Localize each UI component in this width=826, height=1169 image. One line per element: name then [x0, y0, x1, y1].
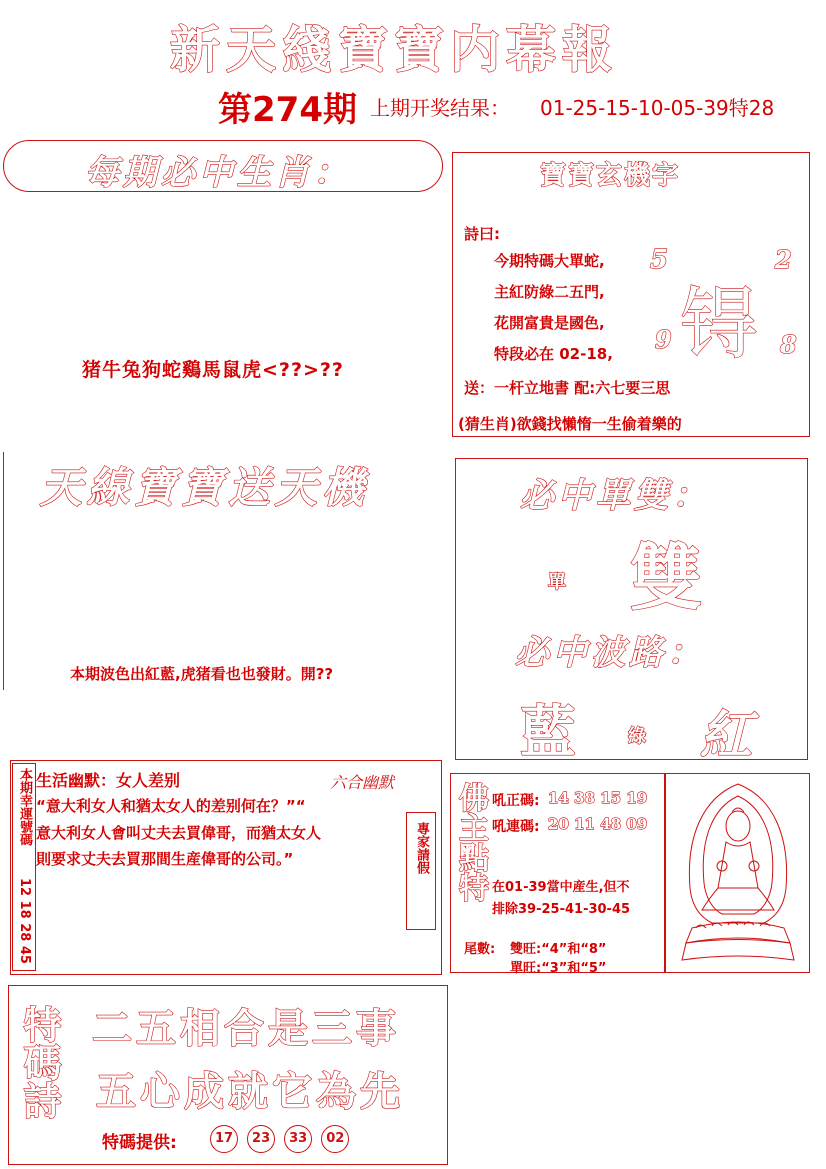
zodiac-title: 每期必中生肖： [85, 153, 351, 193]
special-number: 23 [247, 1125, 275, 1153]
special-number: 02 [321, 1125, 349, 1153]
buddha-vertical-title: 佛主點特 [453, 782, 488, 902]
special-poem-vertical-title: 特碼詩 [17, 1005, 62, 1119]
humor-title: 生活幽默：女人差别 [36, 771, 181, 790]
poem-line-2: 主紅防綠二五門, [494, 283, 605, 301]
wave-title: 必中波路： [515, 633, 705, 673]
tail-odd: 單旺:“3”和“5” [510, 961, 607, 976]
special-poem-line-2: 五心成就它為先 [96, 1068, 404, 1115]
special-provide-label: 特碼提供: [102, 1133, 177, 1153]
heaven-title: 天線寶寶送天機 [40, 463, 370, 512]
wave-red: 紅 [700, 705, 753, 766]
special-number: 17 [210, 1125, 238, 1153]
wave-green: 綠 [628, 726, 646, 747]
heaven-text: 本期波色出紅藍,虎猪看也也發財。開?? [70, 665, 334, 683]
humor-line-1: “意大利女人和猶太女人的差别何在？”“ [36, 797, 306, 815]
even-big: 雙 [630, 535, 703, 620]
humor-line-2: 意大利女人會叫丈夫去買偉哥，而猶太女人 [36, 824, 322, 842]
last-result-value: 01-25-15-10-05-39特28 [540, 96, 775, 120]
issue-number: 第274期 [218, 90, 357, 130]
riddle-title: 寶寶玄機字 [540, 161, 681, 191]
odd-small: 單 [548, 572, 566, 593]
riddle-gift: 送：一杆立地書 配:六七要三思 [464, 379, 671, 397]
zodiac-list: 猪牛兔狗蛇鷄馬鼠虎<??>?? [82, 359, 344, 381]
side-note: 專家請假 [414, 822, 429, 874]
buddha-illustration [672, 778, 804, 968]
buddha-note-1: 在01-39當中産生,但不 [492, 880, 630, 895]
buddha-line2-value: 20 11 48 09 [548, 815, 648, 833]
poem-line-4: 特段必在 02-18, [494, 345, 613, 363]
riddle-hint: (猜生肖)欲錢找懶惰一生偷着樂的 [458, 415, 682, 433]
tail-label: 尾數: [464, 942, 496, 957]
last-result-label: 上期开奖结果： [370, 96, 510, 120]
riddle-digit-2: 2 [775, 245, 792, 274]
lucky-label: 本期幸運號碼 [17, 768, 32, 846]
poem-line-3: 花開富貴是國色, [494, 314, 605, 332]
poem-label: 詩曰: [464, 225, 500, 243]
riddle-big-char: 锝 [680, 280, 759, 370]
buddha-line2-label: 吼連碼: [492, 819, 540, 835]
lucky-numbers: 12 18 28 45 [17, 878, 32, 964]
riddle-digit-9: 9 [655, 325, 672, 354]
riddle-digit-8: 8 [780, 330, 797, 359]
special-number-list [210, 1125, 353, 1153]
special-poem-line-1: 二五相合是三事 [92, 1005, 400, 1052]
riddle-digit-5: 5 [650, 245, 669, 275]
special-number: 33 [284, 1125, 312, 1153]
buddha-line1-value: 14 38 15 19 [548, 789, 648, 807]
buddha-note-2: 排除39-25-41-30-45 [492, 902, 631, 917]
page-title: 新天綫寶寶内幕報 [170, 20, 618, 79]
wave-blue: 藍 [520, 699, 576, 765]
tail-even: 雙旺:“4”和“8” [510, 942, 607, 957]
buddha-line1-label: 吼正碼: [492, 793, 540, 809]
odd-even-title: 必中單雙： [520, 476, 710, 516]
poem-line-1: 今期特碼大單蛇, [494, 252, 605, 270]
humor-stamp: 六合幽默 [330, 773, 395, 792]
humor-line-3: 則要求丈夫去買那間生産偉哥的公司。” [36, 850, 294, 868]
